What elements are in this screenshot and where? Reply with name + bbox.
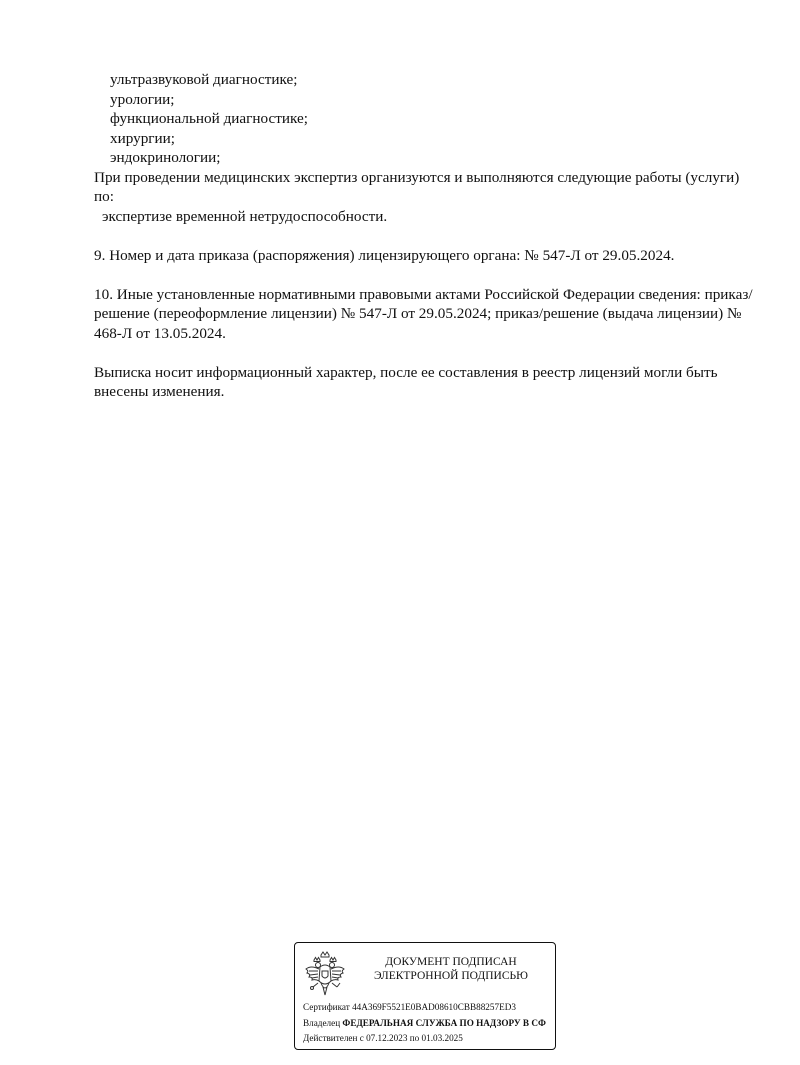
disclaimer: Выписка носит информационный характер, после ее составления в реестр лицензий могли быть внесены изменения. bbox=[94, 363, 718, 400]
certificate-value: 44A369F5521E0BAD08610CBB88257ED3 bbox=[352, 1002, 516, 1012]
section-9: 9. Номер и дата приказа (распоряжения) лицензирующего органа: № 547-Л от 29.05.2024. bbox=[94, 246, 675, 264]
certificate-label: Сертификат bbox=[303, 1002, 350, 1012]
spacer bbox=[94, 343, 754, 363]
expertise-item: экспертизе временной нетрудоспособности. bbox=[102, 207, 388, 225]
list-item-urology: урологии; bbox=[110, 90, 175, 108]
owner-value: ФЕДЕРАЛЬНАЯ СЛУЖБА ПО НАДЗОРУ В СФ bbox=[342, 1018, 546, 1028]
list-item-ultrasound: ультразвуковой диагностике; bbox=[110, 71, 298, 88]
stamp-title-line-2: ЭЛЕКТРОННОЙ ПОДПИСЬЮ bbox=[374, 970, 528, 982]
list-item-functional-diagnostics: функциональной диагностике; bbox=[110, 110, 308, 127]
stamp-title bbox=[353, 955, 549, 983]
russian-coat-of-arms-icon bbox=[303, 949, 347, 999]
owner-label: Владелец bbox=[303, 1018, 341, 1028]
stamp-validity: Действителен с 07.12.2023 по 01.03.2025 bbox=[303, 1033, 463, 1043]
expertise-intro: При проведении медицинских экспертиз организуются и выполняются следующие работы (услуги) по: bbox=[94, 168, 740, 205]
list-item-endocrinology: эндокринологии; bbox=[110, 149, 221, 166]
stamp-owner bbox=[303, 1017, 546, 1029]
spacer bbox=[94, 226, 754, 246]
stamp-title-line-1: ДОКУМЕНТ ПОДПИСАН bbox=[385, 956, 517, 968]
list-item-surgery: хирургии; bbox=[110, 129, 176, 147]
spacer bbox=[94, 265, 754, 285]
stamp-certificate bbox=[303, 1001, 516, 1013]
document-body bbox=[94, 70, 754, 402]
electronic-signature-stamp bbox=[294, 942, 556, 1050]
section-10: 10. Иные установленные нормативными правовыми актами Российской Федерации сведения: приказ/решение (переоформление лицензии) № 547-Л от 29.05.2024; приказ/решение (выдача лицензии) № 468-Л от 13.05.2024. bbox=[94, 285, 753, 342]
